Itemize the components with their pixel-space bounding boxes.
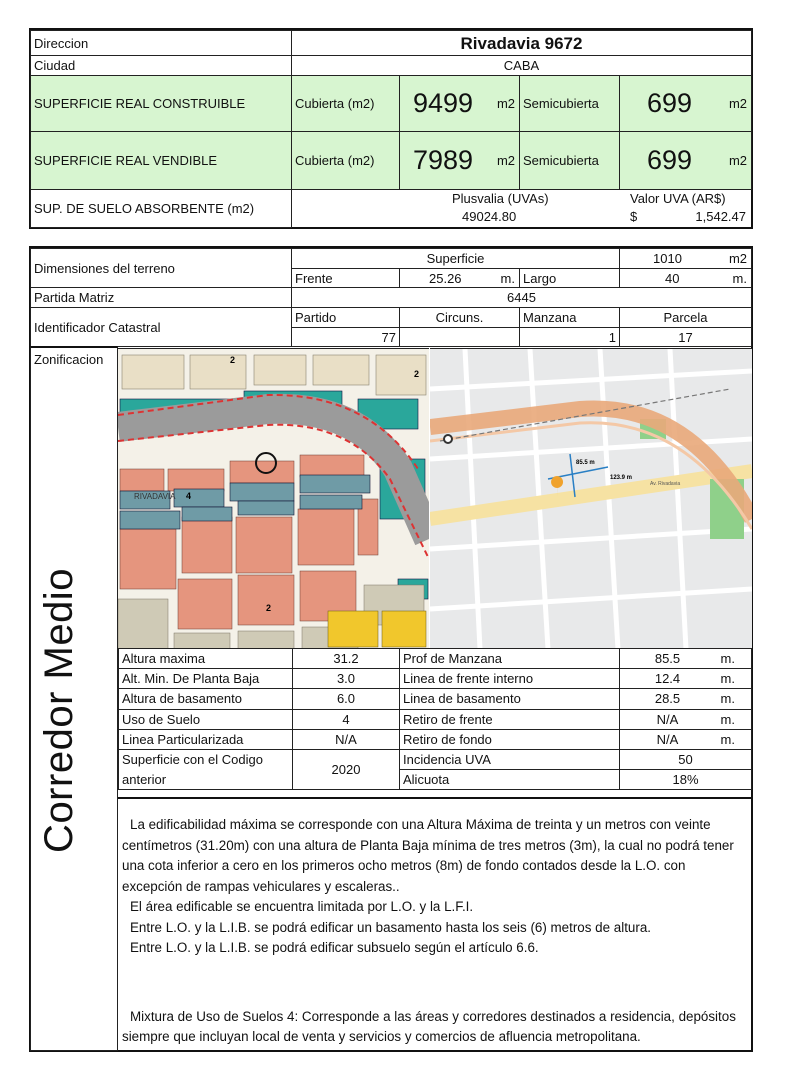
construible-semi-value (619, 75, 752, 132)
param-label: Linea Particularizada (118, 729, 293, 750)
circuns-value (399, 327, 520, 347)
param-number: 50 (678, 752, 693, 768)
param-value (619, 688, 752, 709)
vendible-semi-value (619, 131, 752, 190)
param-label: Alt. Min. De Planta Baja (118, 668, 293, 689)
param-label: Altura maxima (118, 648, 293, 669)
param-label: Linea de frente interno (399, 668, 620, 689)
vendible-label: SUPERFICIE REAL VENDIBLE (30, 131, 292, 190)
param-value (619, 769, 752, 790)
param-label: Prof de Manzana (399, 648, 620, 669)
param-number: 85.5 (654, 651, 681, 667)
param-label: Retiro de fondo (399, 729, 620, 750)
param-unit: m. (720, 711, 735, 727)
param-label: Linea de basamento (399, 688, 620, 709)
param-label: Uso de Suelo (118, 709, 293, 730)
parcela-value: 17 (619, 327, 752, 347)
superficie-unit: m2 (728, 251, 747, 266)
frente-value (399, 268, 520, 288)
zoning-street-label: RIVADAVIA (134, 492, 176, 501)
frente-label: Frente (291, 268, 400, 288)
construible-cubierta-label: Cubierta (m2) (291, 75, 400, 132)
param-value (619, 729, 752, 750)
street-map-graphic (430, 349, 752, 648)
absorbente-values (291, 189, 752, 228)
largo-number: 40 (665, 270, 680, 286)
construible-semi-unit: m2 (728, 96, 747, 111)
note-area-edificable: El área edificable se encuentra limitada por L.O. y la L.F.I. (130, 899, 474, 914)
zoning-map-graphic (118, 349, 429, 648)
district-name: Corredor Medio (36, 567, 81, 853)
note-mixtura: Mixtura de Uso de Suelos 4: Corresponde a las áreas y corredores destinados a residencia, depósitos siempre que incluyan local de venta y servicios y comercios de afluencia metropolitana. (122, 1008, 736, 1044)
param-value: 6.0 (292, 688, 400, 709)
param-value (619, 648, 752, 669)
param-value: 3.0 (292, 668, 400, 689)
notes-box (118, 797, 752, 1051)
vendible-semi-unit: m2 (728, 153, 747, 168)
param-value: 31.2 (292, 648, 400, 669)
dimensiones-label: Dimensiones del terreno (30, 248, 292, 288)
direccion-label: Direccion (30, 30, 292, 56)
param-label: Altura de basamento (118, 688, 293, 709)
vendible-cubierta-value (399, 131, 520, 190)
frente-unit: m. (500, 270, 515, 286)
param-value: N/A (292, 729, 400, 750)
param-label: Superficie con el Codigo anterior (118, 749, 293, 790)
construible-label: SUPERFICIE REAL CONSTRUIBLE (30, 75, 292, 132)
param-unit: m. (720, 671, 735, 687)
note-edificabilidad: La edificabilidad máxima se corresponde con una Altura Máxima de treinta y un metros con veinte centímetros (31.20m) con una altura de Planta Baja mínima de tres metros (3m), la cual no podrá tener una cota inferior a cero en los primeros ocho metros (8m) de fondo contados desde la L.O. con excepción de rampas vehiculares y escaleras.. (122, 817, 734, 894)
frente-number: 25.26 (429, 270, 462, 286)
zone-label: 4 (186, 491, 192, 501)
param-number: N/A (656, 731, 679, 747)
param-number: N/A (656, 711, 679, 727)
construible-cubierta-number: 9499 (413, 88, 474, 118)
superficie-number: 1010 (653, 251, 682, 266)
zone-label: 2 (266, 603, 272, 613)
ciudad-label: Ciudad (30, 55, 292, 76)
ciudad-value: CABA (291, 55, 752, 76)
param-value: 2020 (292, 749, 400, 790)
zoning-map (118, 348, 429, 648)
plusvalia-label: Plusvalia (UVAs) (452, 191, 549, 206)
param-number: 18% (672, 772, 699, 788)
param-number: 28.5 (654, 691, 681, 707)
param-number: 12.4 (654, 671, 681, 687)
partida-label: Partida Matriz (30, 287, 292, 308)
param-value: 4 (292, 709, 400, 730)
param-value (619, 749, 752, 770)
vendible-cubierta-unit: m2 (496, 153, 515, 168)
largo-value (619, 268, 752, 288)
construible-semi-label: Semicubierta (519, 75, 620, 132)
param-value (619, 709, 752, 730)
partida-value: 6445 (291, 287, 752, 308)
manzana-label: Manzana (519, 307, 620, 328)
construible-cubierta-unit: m2 (496, 96, 515, 111)
manzana-value: 1 (519, 327, 620, 347)
param-value (619, 668, 752, 689)
vendible-cubierta-label: Cubierta (m2) (291, 131, 400, 190)
superficie-value (619, 248, 752, 269)
param-unit: m. (720, 651, 735, 667)
parcela-label: Parcela (619, 307, 752, 328)
absorbente-label: SUP. DE SUELO ABSORBENTE (m2) (30, 189, 292, 228)
construible-cubierta-value (399, 75, 520, 132)
note-basamento: Entre L.O. y la L.I.B. se podrá edificar un basamento hasta los seis (6) metros de altura. (130, 919, 652, 935)
param-unit: m. (720, 731, 735, 747)
note-subsuelo: Entre L.O. y la L.I.B. se podrá edificar subsuelo según el artículo 6.6. (130, 940, 539, 955)
valor-uva-currency: $ (630, 209, 638, 224)
partido-value: 77 (291, 327, 400, 347)
vendible-cubierta-number: 7989 (413, 145, 474, 175)
plusvalia-value: 49024.80 (462, 209, 517, 224)
street-label: Av. Rivadavia (650, 481, 681, 487)
param-label: Incidencia UVA (399, 749, 620, 770)
largo-label: Largo (519, 268, 620, 288)
measure-label: 123.9 m (610, 475, 633, 481)
zone-label: 2 (230, 355, 236, 365)
valor-uva-label: Valor UVA (AR$) (630, 191, 726, 206)
valor-uva-value: 1,542.47 (695, 209, 746, 224)
zonificacion-label: Zonificacion (34, 352, 104, 367)
street-map (430, 348, 752, 648)
zone-label: 2 (414, 369, 420, 379)
catastral-label: Identificador Catastral (30, 307, 292, 347)
direccion-value: Rivadavia 9672 (291, 30, 752, 56)
measure-label: 85.5 m (576, 460, 595, 466)
superficie-label: Superficie (291, 248, 620, 269)
param-label: Retiro de frente (399, 709, 620, 730)
param-label: Alicuota (399, 769, 620, 790)
construible-semi-number: 699 (647, 88, 693, 118)
vendible-semi-number: 699 (647, 145, 693, 175)
param-unit: m. (720, 691, 735, 707)
circuns-label: Circuns. (399, 307, 520, 328)
largo-unit: m. (732, 270, 747, 286)
vendible-semi-label: Semicubierta (519, 131, 620, 190)
partido-label: Partido (291, 307, 400, 328)
